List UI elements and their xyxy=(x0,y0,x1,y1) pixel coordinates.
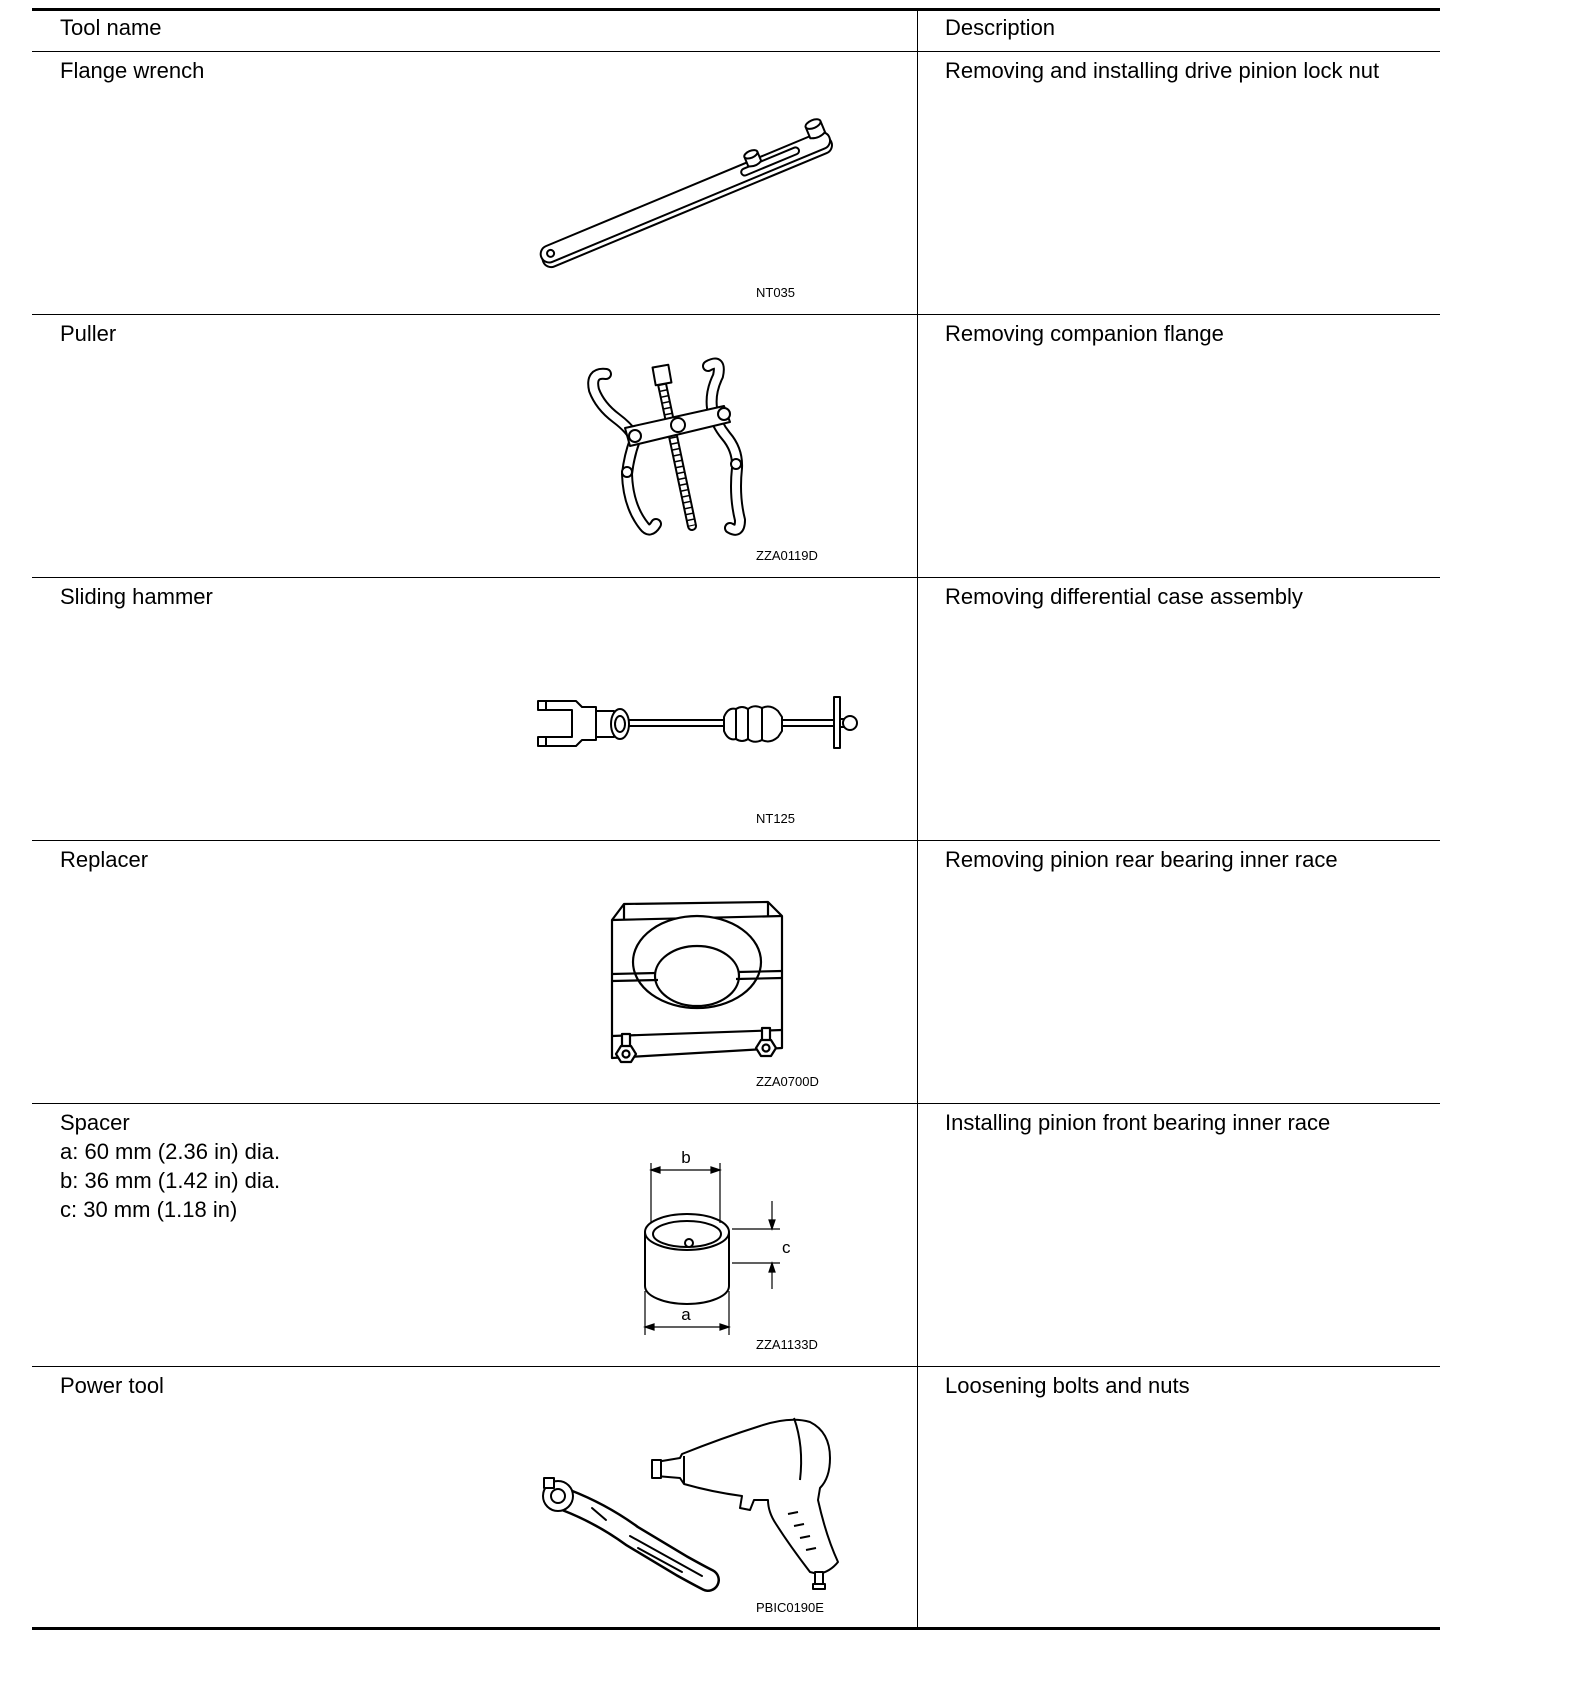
replacer-icon xyxy=(532,870,902,1090)
table-row xyxy=(32,51,1440,314)
tool-detail: a: 60 mm (2.36 in) dia. xyxy=(60,1139,281,1164)
tool-name: Spacer xyxy=(60,1110,130,1135)
table-row xyxy=(32,314,1440,577)
spacer-icon xyxy=(532,1133,902,1353)
tool-detail: b: 36 mm (1.42 in) dia. xyxy=(60,1168,281,1193)
header-tool-name: Tool name xyxy=(60,15,162,40)
tool-name: Puller xyxy=(60,321,117,346)
header-description: Description xyxy=(945,15,1056,40)
tool-description: Installing pinion front bearing inner race xyxy=(945,1110,1331,1135)
table-row xyxy=(32,1103,1440,1366)
table-row xyxy=(32,1366,1440,1629)
figure-id: NT035 xyxy=(756,285,796,300)
table-row xyxy=(32,840,1440,1103)
tool-name: Replacer xyxy=(60,847,149,872)
dimension-label-c: c xyxy=(782,1238,791,1257)
puller-icon xyxy=(532,344,902,564)
tool-name: Sliding hammer xyxy=(60,584,213,609)
tool-name: Power tool xyxy=(60,1373,164,1398)
tool-description: Loosening bolts and nuts xyxy=(945,1373,1190,1398)
figure-id: ZZA0119D xyxy=(756,548,818,563)
flange-wrench-icon xyxy=(532,81,902,301)
dimension-label-a: a xyxy=(681,1305,691,1324)
figure-id: NT125 xyxy=(756,811,796,826)
figure-id: PBIC0190E xyxy=(756,1600,824,1615)
tool-description: Removing companion flange xyxy=(945,321,1224,346)
tool-name-block xyxy=(60,1108,280,1224)
tool-detail: c: 30 mm (1.18 in) xyxy=(60,1197,238,1222)
figure-id: ZZA0700D xyxy=(756,1074,819,1089)
sliding-hammer-icon xyxy=(532,607,902,827)
figure-id: ZZA1133D xyxy=(756,1337,818,1352)
table-row xyxy=(32,577,1440,840)
table-top-rule xyxy=(32,8,1440,11)
power-tool-icon xyxy=(532,1396,902,1616)
tool-description: Removing differential case assembly xyxy=(945,584,1303,609)
dimension-label-b: b xyxy=(681,1148,691,1167)
tool-description: Removing pinion rear bearing inner race xyxy=(945,847,1338,872)
tool-name: Flange wrench xyxy=(60,58,205,83)
tool-description: Removing and installing drive pinion lock nut xyxy=(945,58,1380,83)
